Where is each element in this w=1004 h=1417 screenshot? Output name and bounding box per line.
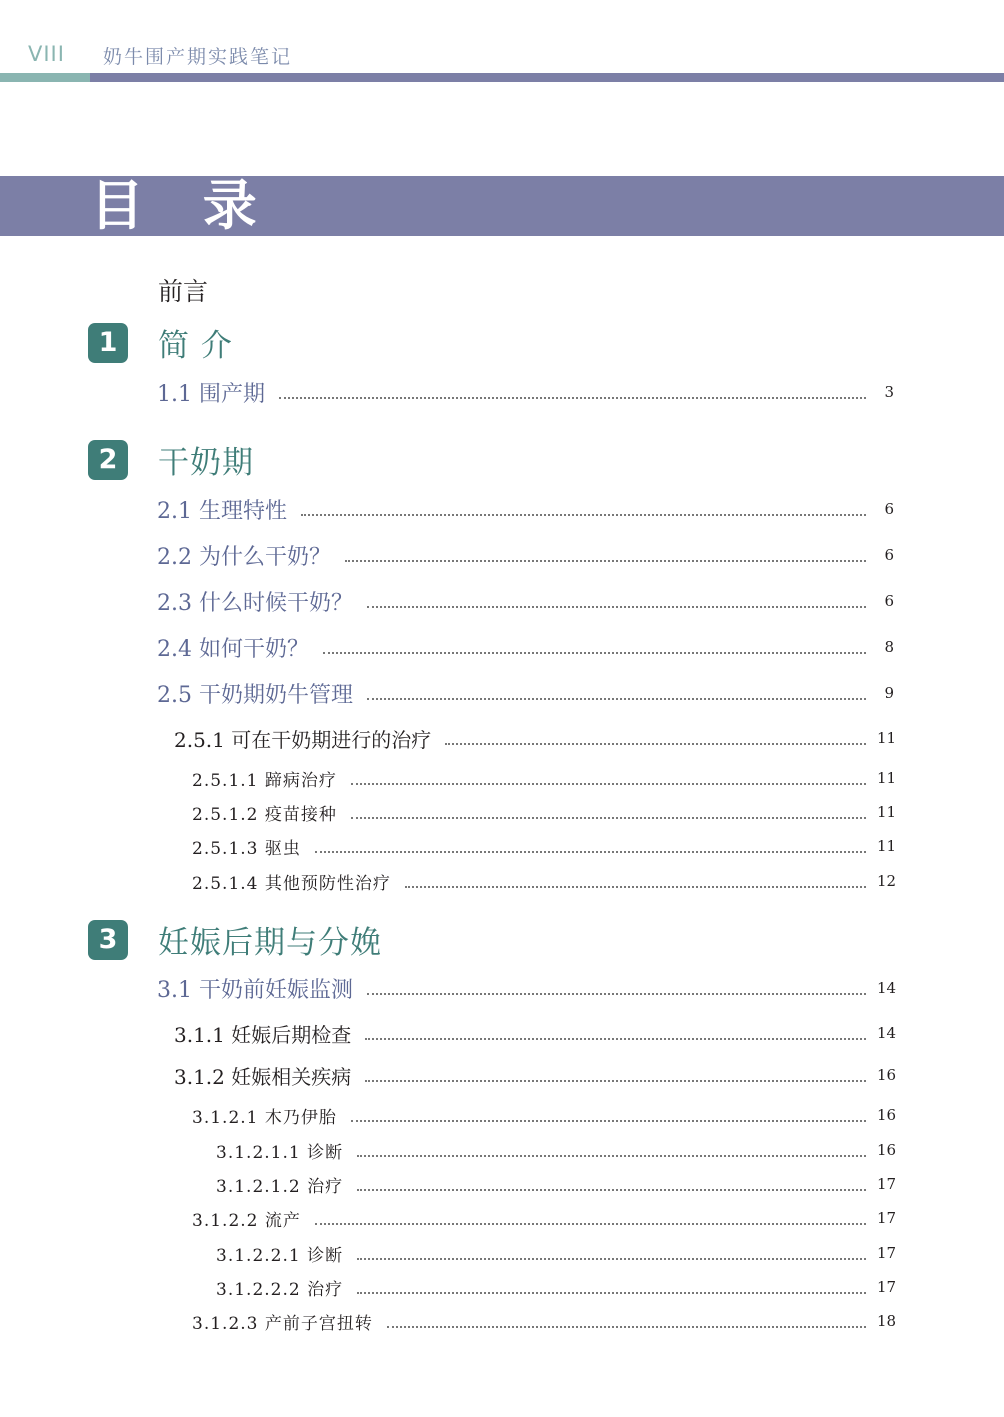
dot-leader <box>323 652 866 654</box>
toc-entry[interactable] <box>0 721 1004 755</box>
toc-entry-page-number: 8 <box>884 638 894 656</box>
toc-entry-page-number: 17 <box>877 1278 897 1296</box>
toc-entry-label: 2.5.1.4 其他预防性治疗 <box>192 873 391 894</box>
toc-entry[interactable] <box>0 630 1004 664</box>
toc-entry-page-number: 16 <box>877 1066 897 1084</box>
chapter-title[interactable]: 妊娠后期与分娩 <box>158 925 382 961</box>
toc-entry[interactable] <box>0 971 1004 1005</box>
toc-entry[interactable] <box>0 795 1004 829</box>
dot-leader <box>387 1326 866 1328</box>
toc-entry-page-number: 9 <box>884 684 894 702</box>
toc-entry-label: 2.2 为什么干奶？ <box>157 544 331 570</box>
toc-entry-page-number: 17 <box>877 1209 897 1227</box>
toc-entry-label: 3.1.2.1.1 诊断 <box>216 1142 344 1163</box>
toc-entry-page-number: 18 <box>877 1312 897 1330</box>
chapter-title[interactable]: 简 介 <box>158 328 233 364</box>
toc-entry[interactable] <box>0 1098 1004 1132</box>
toc-entry-page-number: 11 <box>877 837 897 855</box>
toc-entry-page-number: 11 <box>877 803 897 821</box>
toc-entry-label: 3.1.1 妊娠后期检查 <box>174 1022 352 1047</box>
toc-entry-label: 2.4 如何干奶？ <box>157 636 309 662</box>
dot-leader <box>367 606 866 608</box>
toc-entry[interactable] <box>0 1058 1004 1092</box>
toc-entry-page-number: 6 <box>884 500 894 518</box>
toc-entry-page-number: 12 <box>877 872 897 890</box>
toc-entry-page-number: 14 <box>877 1024 897 1042</box>
dot-leader <box>357 1189 866 1191</box>
toc-entry-label: 1.1 围产期 <box>157 381 265 407</box>
toc-entry[interactable] <box>0 761 1004 795</box>
dot-leader <box>357 1155 866 1157</box>
dot-leader <box>357 1292 866 1294</box>
chapter-number-badge: 3 <box>88 920 128 960</box>
chapter-number-badge: 1 <box>88 323 128 363</box>
toc-entry-page-number: 17 <box>877 1244 897 1262</box>
toc-entry-label: 3.1 干奶前妊娠监测 <box>157 977 353 1003</box>
toc-entry[interactable] <box>0 584 1004 618</box>
toc-entry-page-number: 16 <box>877 1106 897 1124</box>
dot-leader <box>279 397 866 399</box>
chapter-number-badge: 2 <box>88 440 128 480</box>
toc-entry-page-number: 17 <box>877 1175 897 1193</box>
toc-entry-page-number: 6 <box>884 592 894 610</box>
toc-entry[interactable] <box>0 1016 1004 1050</box>
dot-leader <box>345 560 866 562</box>
toc-entry-label: 3.1.2.1 木乃伊胎 <box>192 1107 337 1128</box>
toc-entry-page-number: 6 <box>884 546 894 564</box>
toc-entry-label: 3.1.2.3 产前子宫扭转 <box>192 1313 373 1334</box>
toc-entry-label: 2.5.1.2 疫苗接种 <box>192 804 337 825</box>
toc-entry-label: 3.1.2.1.2 治疗 <box>216 1176 344 1197</box>
toc-entry-label: 2.5 干奶期奶牛管理 <box>157 682 353 708</box>
toc-entry-label: 3.1.2 妊娠相关疾病 <box>174 1064 352 1089</box>
toc-entry[interactable] <box>0 1167 1004 1201</box>
dot-leader <box>315 851 866 853</box>
chapter-title[interactable]: 干奶期 <box>158 445 254 481</box>
toc-entry[interactable] <box>0 1201 1004 1235</box>
dot-leader <box>351 817 866 819</box>
dot-leader <box>351 783 866 785</box>
toc-entry-label: 2.5.1 可在干奶期进行的治疗 <box>174 727 432 752</box>
toc-entry[interactable] <box>0 1133 1004 1167</box>
running-header-title: 奶牛围产期实践笔记 <box>103 46 293 68</box>
toc-entry-page-number: 11 <box>877 729 897 747</box>
toc-heading: 目 录 <box>90 174 277 237</box>
toc-entry-label: 2.5.1.1 蹄病治疗 <box>192 770 337 791</box>
toc-entry-label: 2.3 什么时候干奶？ <box>157 590 353 616</box>
dot-leader <box>365 1038 866 1040</box>
dot-leader <box>315 1223 866 1225</box>
toc-entry[interactable] <box>0 1236 1004 1270</box>
toc-entry[interactable] <box>0 676 1004 710</box>
dot-leader <box>301 514 866 516</box>
toc-entry-page-number: 14 <box>877 979 897 997</box>
toc-entry[interactable] <box>0 1304 1004 1338</box>
header-rule-teal <box>0 73 90 82</box>
dot-leader <box>367 993 866 995</box>
preface-entry[interactable]: 前言 <box>158 277 209 306</box>
toc-entry[interactable] <box>0 492 1004 526</box>
toc-entry-label: 3.1.2.2.1 诊断 <box>216 1245 344 1266</box>
dot-leader <box>357 1258 866 1260</box>
toc-entry-label: 2.1 生理特性 <box>157 498 287 524</box>
toc-entry-label: 3.1.2.2.2 治疗 <box>216 1279 344 1300</box>
dot-leader <box>367 698 866 700</box>
toc-entry-label: 2.5.1.3 驱虫 <box>192 838 301 859</box>
toc-entry[interactable] <box>0 1270 1004 1304</box>
dot-leader <box>405 886 866 888</box>
toc-entry[interactable] <box>0 864 1004 898</box>
toc-entry-page-number: 16 <box>877 1141 897 1159</box>
dot-leader <box>445 743 866 745</box>
header-rule-purple <box>90 73 1004 82</box>
toc-entry-page-number: 11 <box>877 769 897 787</box>
toc-entry-page-number: 3 <box>884 383 894 401</box>
toc-entry[interactable] <box>0 829 1004 863</box>
toc-entry-label: 3.1.2.2 流产 <box>192 1210 301 1231</box>
page-number: VIII <box>28 42 65 66</box>
toc-entry[interactable] <box>0 375 1004 409</box>
dot-leader <box>365 1080 866 1082</box>
toc-entry[interactable] <box>0 538 1004 572</box>
dot-leader <box>351 1120 866 1122</box>
